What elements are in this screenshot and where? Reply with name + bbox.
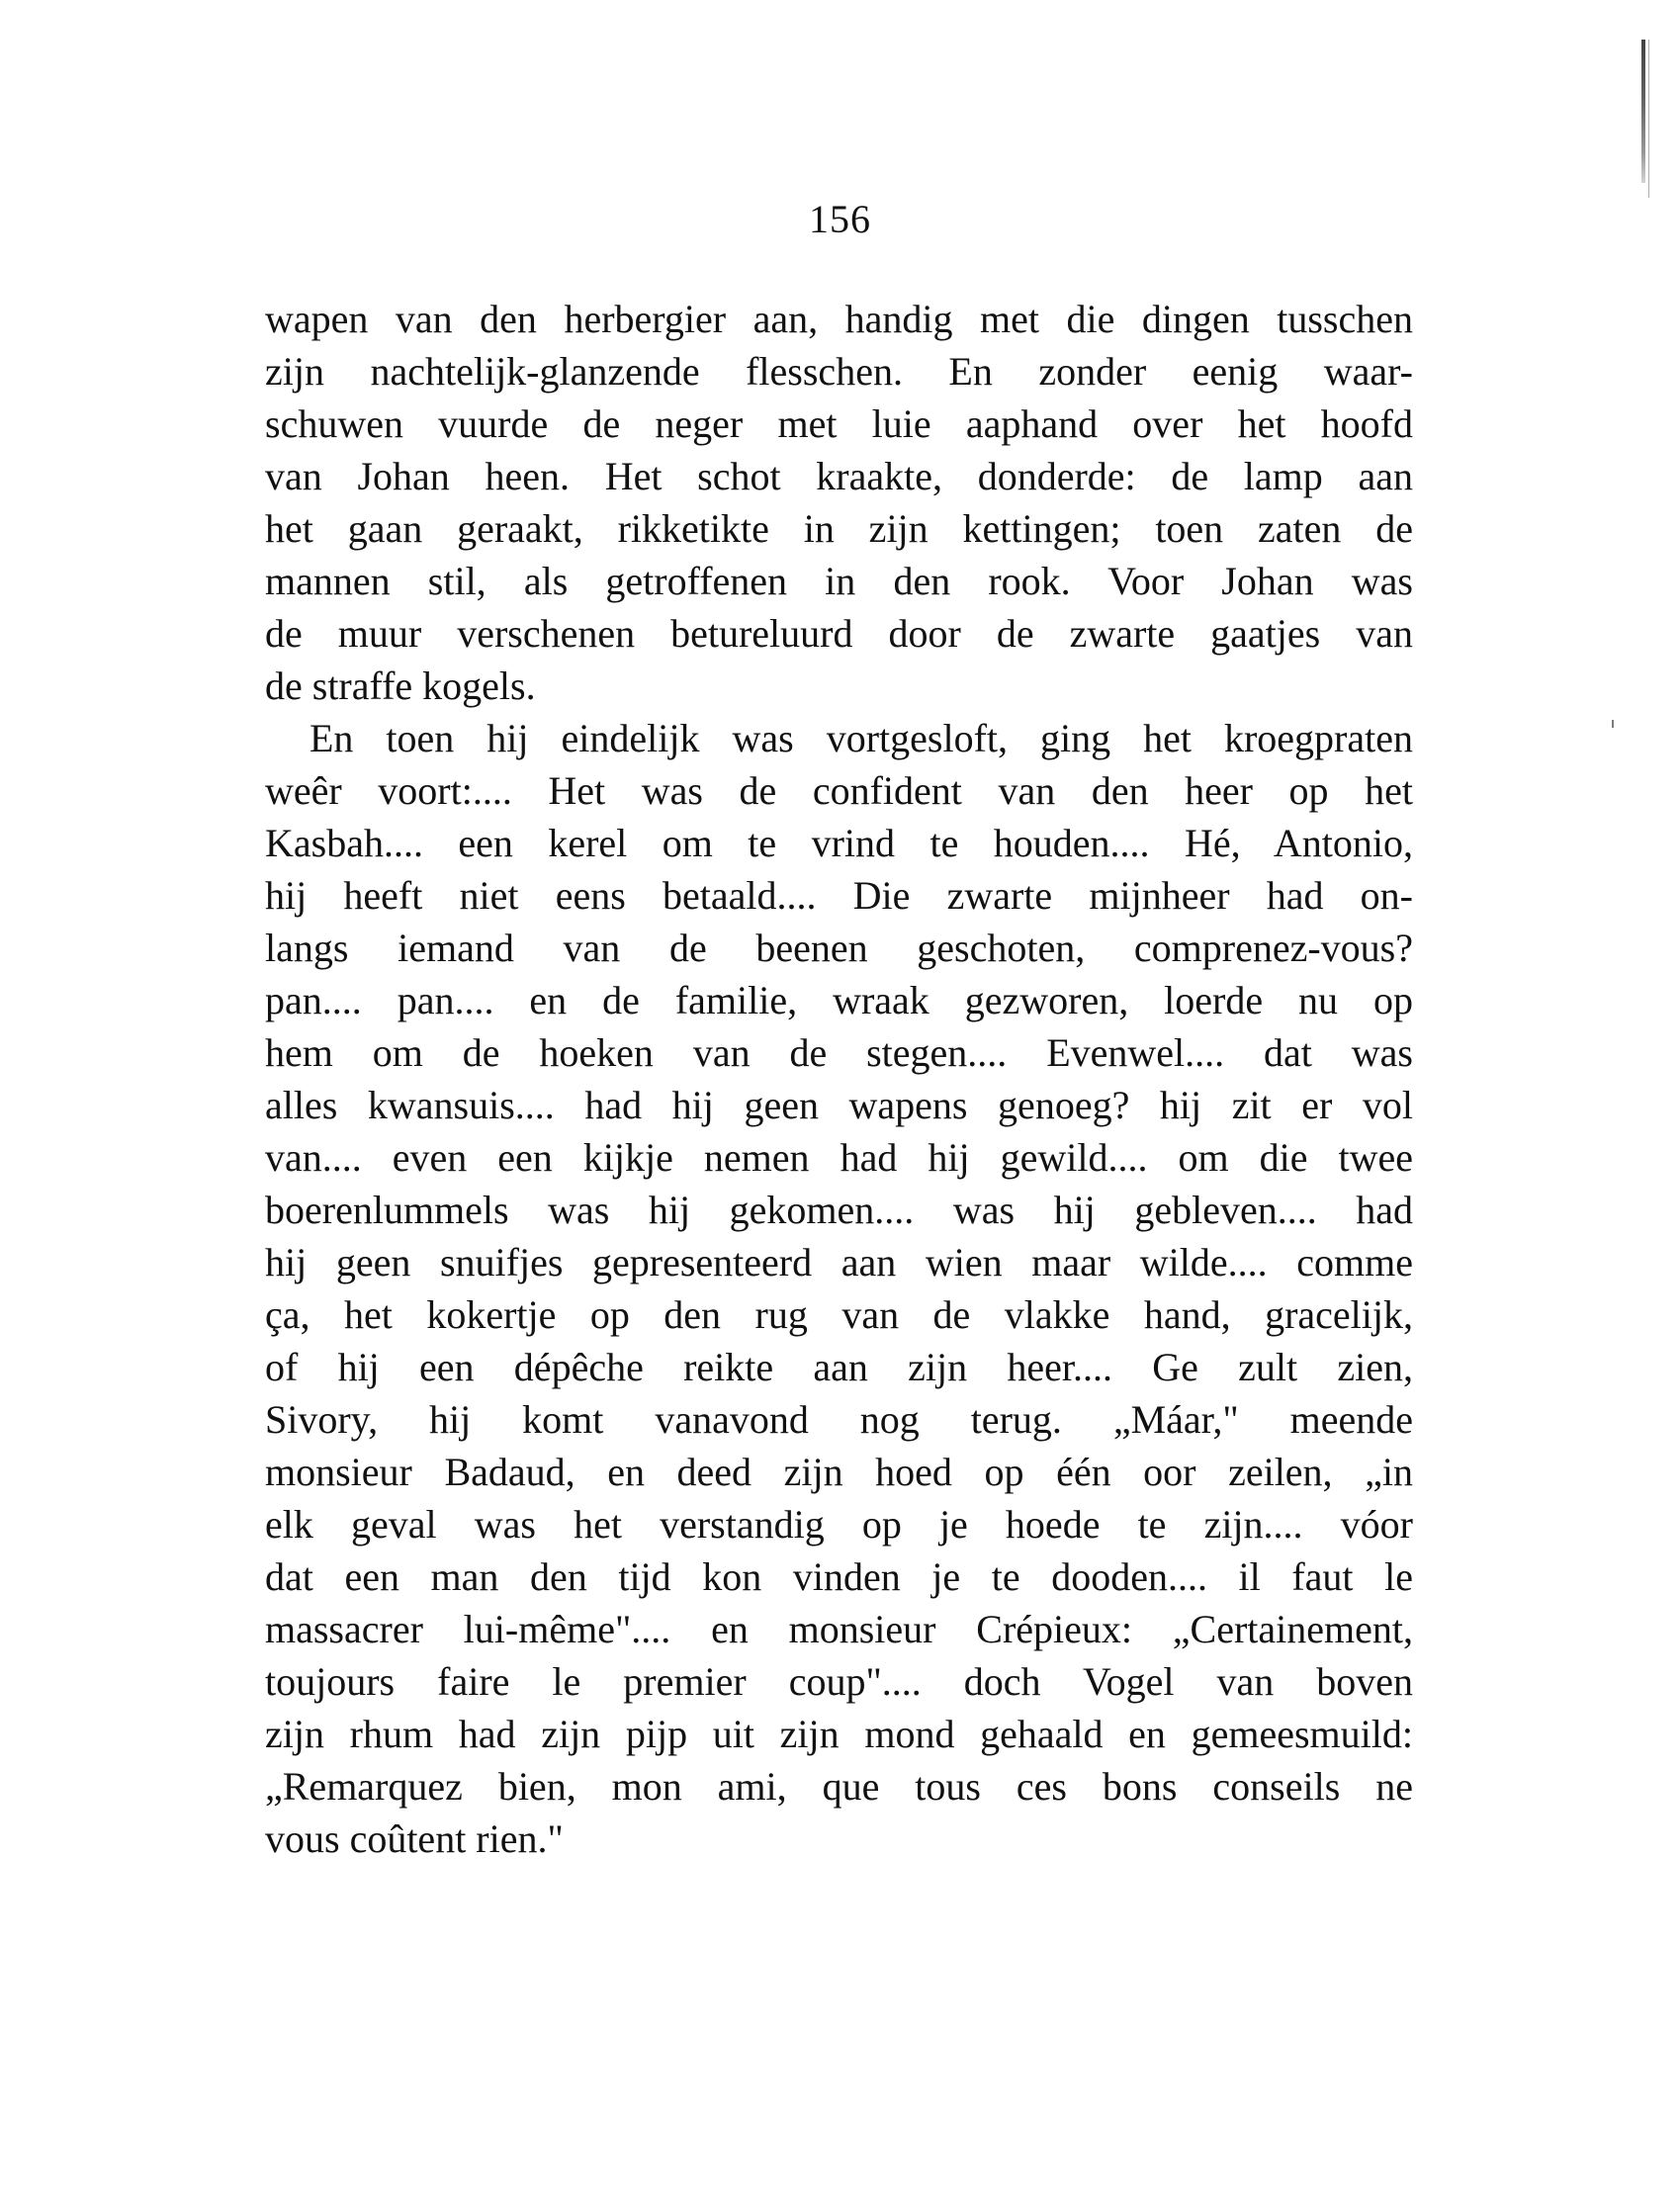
body-text [265, 293, 1413, 1865]
text-line: of hij een dépêche reikte aan zijn heer.... Ge zult zien, [265, 1345, 1413, 1389]
text-line: langs iemand van de beenen geschoten, comprenez-vous? [265, 926, 1413, 970]
text-line: zijn rhum had zijn pijp uit zijn mond gehaald en gemeesmuild: [265, 1712, 1413, 1756]
text-line: elk geval was het verstandig op je hoede te zijn.... vóor [265, 1502, 1413, 1547]
text-line: „Remarquez bien, mon ami, que tous ces bons conseils ne [265, 1764, 1413, 1809]
scan-edge-mark [1641, 40, 1645, 183]
text-line: Sivory, hij komt vanavond nog terug. „Máar," meende [265, 1397, 1413, 1442]
text-line: alles kwansuis.... had hij geen wapens genoeg? hij zit er vol [265, 1083, 1413, 1127]
text-line: weêr voort:.... Het was de confident van den heer op het [265, 768, 1413, 813]
text-line: Kasbah.... een kerel om te vrind te houden.... Hé, Antonio, [265, 821, 1413, 865]
text-line: schuwen vuurde de neger met luie aaphand over het hoofd [265, 401, 1413, 446]
text-line: hij geen snuifjes gepresenteerd aan wien maar wilde.... comme [265, 1240, 1413, 1284]
text-line: boerenlummels was hij gekomen.... was hij gebleven.... had [265, 1188, 1413, 1232]
text-line: mannen stil, als getroffenen in den rook. Voor Johan was [265, 559, 1413, 603]
text-line: hem om de hoeken van de stegen.... Evenwel.... dat was [265, 1030, 1413, 1075]
text-line: zijn nachtelijk-glanzende flesschen. En zonder eenig waar- [265, 349, 1413, 394]
text-line: monsieur Badaud, en deed zijn hoed op één oor zeilen, „in [265, 1450, 1413, 1494]
scan-speck [1612, 720, 1614, 728]
text-line: hij heeft niet eens betaald.... Die zwarte mijnheer had on- [265, 873, 1413, 918]
text-line: het gaan geraakt, rikketikte in zijn kettingen; toen zaten de [265, 506, 1413, 551]
text-line: vous coûtent rien." [265, 1816, 564, 1861]
paragraph-first-line: En toen hij eindelijk was vortgesloft, ging het kroegpraten [309, 716, 1413, 760]
text-line: de straffe kogels. [265, 664, 536, 708]
page-number: 156 [809, 197, 871, 241]
text-line: de muur verschenen betureluurd door de zwarte gaatjes van [265, 611, 1413, 656]
text-line: ça, het kokertje op den rug van de vlakke hand, gracelijk, [265, 1292, 1413, 1337]
text-line: pan.... pan.... en de familie, wraak gezworen, loerde nu op [265, 978, 1413, 1022]
text-line: toujours faire le premier coup".... doch Vogel van boven [265, 1659, 1413, 1704]
text-line: van Johan heen. Het schot kraakte, donderde: de lamp aan [265, 454, 1413, 498]
scan-edge-line [1648, 40, 1649, 198]
text-line: wapen van den herbergier aan, handig met die dingen tusschen [265, 297, 1413, 341]
text-line: dat een man den tijd kon vinden je te dooden.... il faut le [265, 1554, 1413, 1599]
text-line: van.... even een kijkje nemen had hij gewild.... om die twee [265, 1135, 1413, 1180]
text-line: massacrer lui-même".... en monsieur Crépieux: „Certainement, [265, 1607, 1413, 1651]
